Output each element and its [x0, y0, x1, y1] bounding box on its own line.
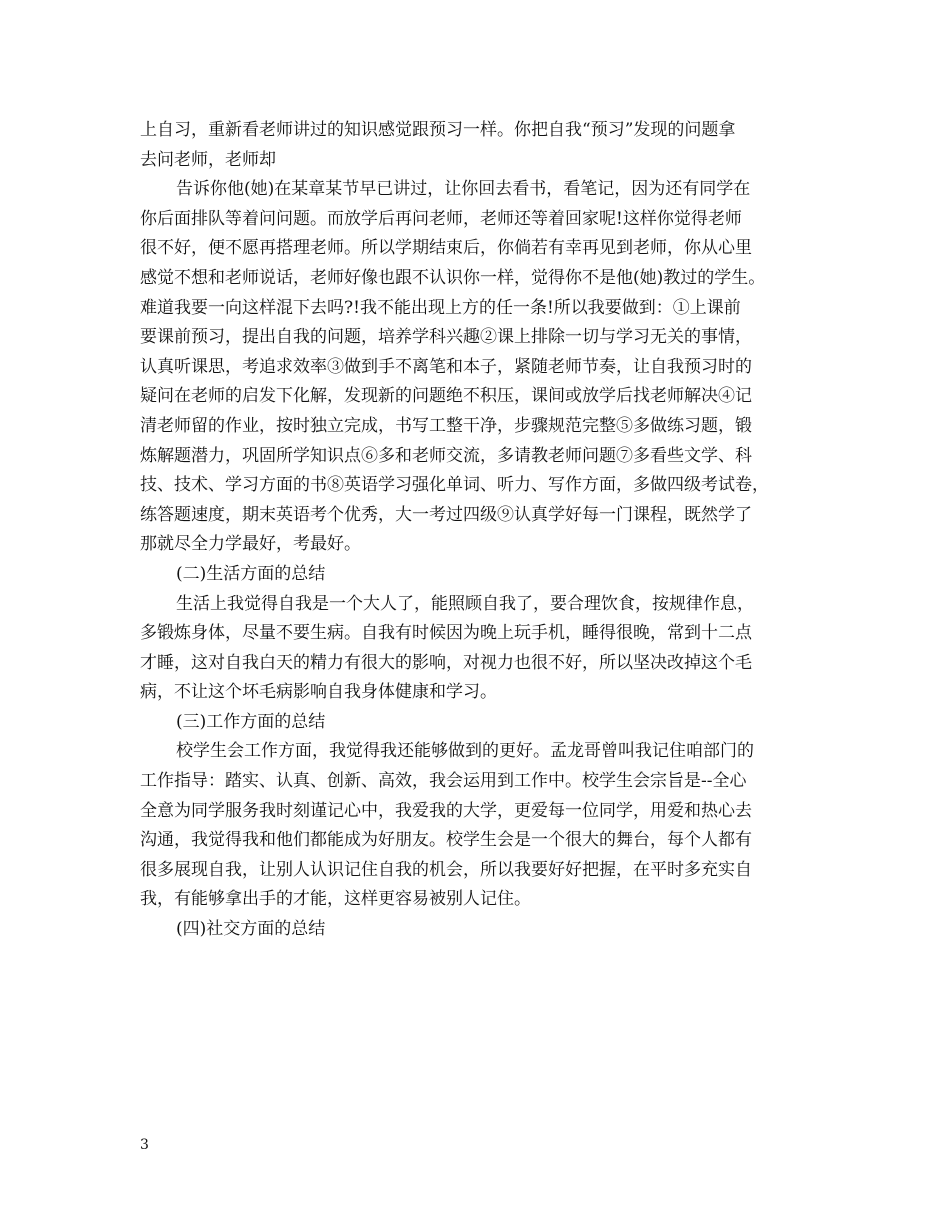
- section-heading-work: (三)工作方面的总结: [176, 711, 326, 732]
- text-line: 你后面排队等着问问题。而放学后再问老师，老师还等着回家呢!这样你觉得老师: [140, 208, 742, 229]
- text-line: 那就尽全力学最好，考最好。: [140, 534, 361, 555]
- page-number: 3: [140, 1137, 149, 1153]
- text-line: 工作指导：踏实、认真、创新、高效，我会运用到工作中。校学生会宗旨是--全心: [140, 771, 747, 792]
- text-line: 多锻炼身体，尽量不要生病。自我有时候因为晚上玩手机，睡得很晚，常到十二点: [140, 623, 752, 644]
- text-line: 练答题速度，期末英语考个优秀，大一考过四级⑨认真学好每一门课程，既然学了: [140, 504, 752, 525]
- paragraph-start-line: 校学生会工作方面，我觉得我还能够做到的更好。孟龙哥曾叫我记住咱部门的: [176, 741, 754, 762]
- text-line: 去问老师，老师却: [140, 149, 276, 170]
- text-line: 全意为同学服务我时刻谨记心中，我爱我的大学，更爱每一位同学，用爱和热心去: [140, 800, 752, 821]
- paragraph-start-line: 生活上我觉得自我是一个大人了，能照顾自我了，要合理饮食，按规律作息，: [176, 593, 754, 614]
- text-line: 认真听课思，考追求效率③做到手不离笔和本子，紧随老师节奏，让自我预习时的: [140, 356, 752, 377]
- text-line: 感觉不想和老师说话，老师好像也跟不认识你一样，觉得你不是他(她)教过的学生。: [140, 267, 766, 288]
- body-text: [140, 116, 820, 945]
- text-line: 上自习，重新看老师讲过的知识感觉跟预习一样。你把自我“预习”发现的问题拿: [140, 120, 736, 140]
- text-line: 要课前预习，提出自我的问题，培养学科兴趣②课上排除一切与学习无关的事情，: [140, 327, 752, 348]
- text-line: 沟通，我觉得我和他们都能成为好朋友。校学生会是一个很大的舞台，每个人都有: [140, 830, 752, 851]
- text-line: 才睡，这对自我白天的精力有很大的影响，对视力也很不好，所以坚决改掉这个毛: [140, 652, 752, 673]
- text-line: 炼解题潜力，巩固所学知识点⑥多和老师交流，多请教老师问题⑦多看些文学、科: [140, 445, 752, 466]
- section-heading-life: (二)生活方面的总结: [176, 563, 326, 584]
- text-line: 清老师留的作业，按时独立完成，书写工整干净，步骤规范完整⑤多做练习题，锻: [140, 415, 752, 436]
- text-line: 技、技术、学习方面的书⑧英语学习强化单词、听力、写作方面，多做四级考试卷，: [140, 475, 769, 496]
- text-line: 我，有能够拿出手的才能，这样更容易被别人记住。: [140, 889, 531, 910]
- text-line: 很不好，便不愿再搭理老师。所以学期结束后，你倘若有幸再见到老师，你从心里: [140, 238, 752, 259]
- text-line: 难道我要一向这样混下去吗?!我不能出现上方的任一条!所以我要做到：①上课前: [140, 297, 741, 318]
- paragraph-start-line: 告诉你他(她)在某章某节早已讲过，让你回去看书，看笔记，因为还有同学在: [176, 179, 751, 200]
- text-line: 疑问在老师的启发下化解，发现新的问题绝不积压，课间或放学后找老师解决④记: [140, 386, 752, 407]
- text-line: 病，不让这个坏毛病影响自我身体健康和学习。: [140, 682, 497, 703]
- text-line: 很多展现自我，让别人认识记住自我的机会，所以我要好好把握，在平时多充实自: [140, 859, 752, 880]
- section-heading-social: (四)社交方面的总结: [176, 919, 326, 940]
